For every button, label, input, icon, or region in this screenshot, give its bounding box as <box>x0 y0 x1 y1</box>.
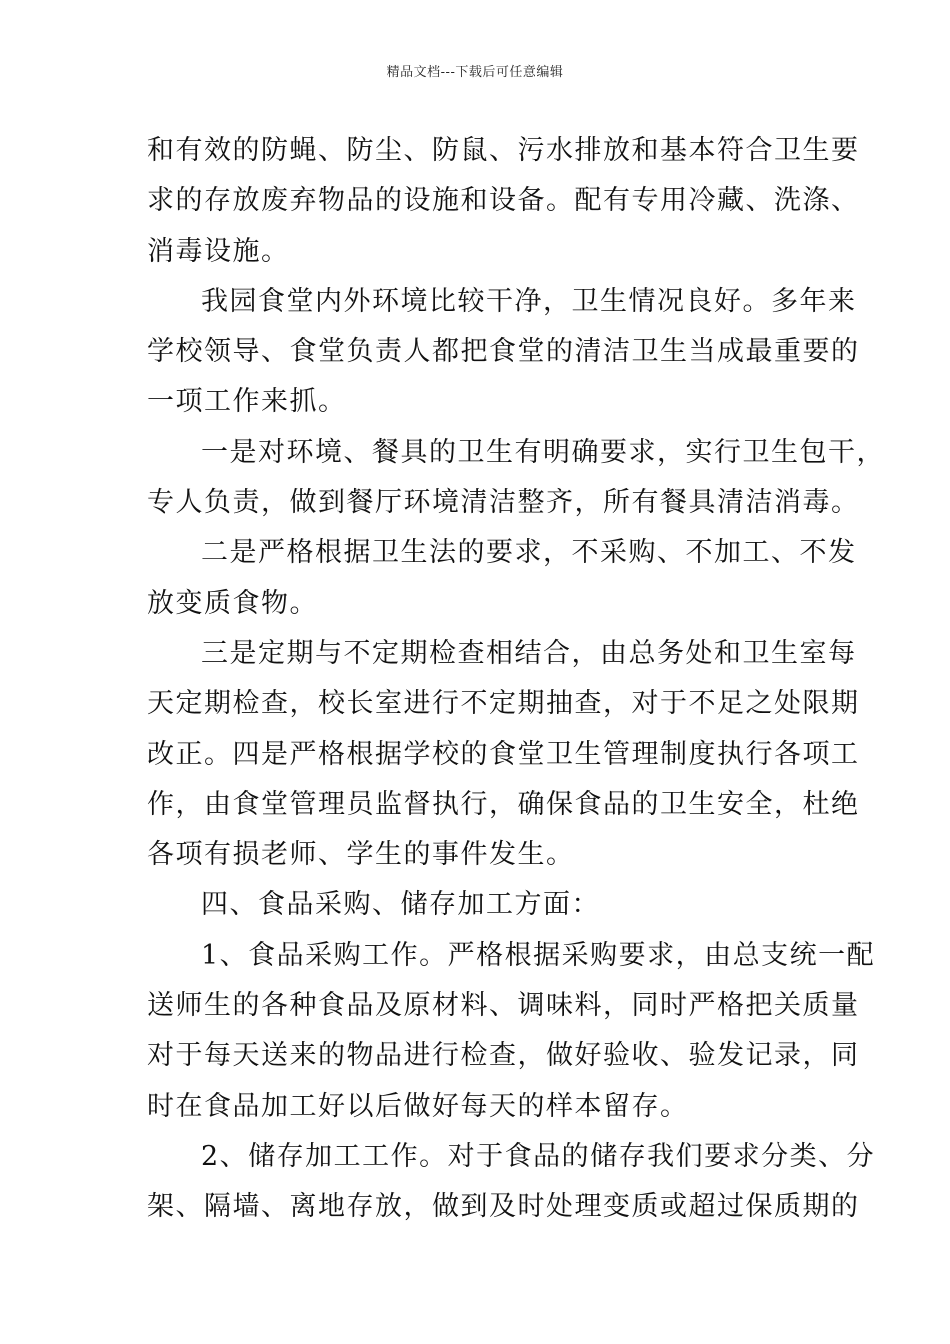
text-line: 送师生的各种食品及原材料、调味料，同时严格把关质量 <box>147 990 860 1022</box>
text-line: 架、隔墙、离地存放，做到及时处理变质或超过保质期的 <box>147 1191 860 1223</box>
document-body <box>147 126 885 1233</box>
text-line: 对于每天送来的物品进行检查，做好验收、验发记录，同 <box>147 1040 860 1072</box>
page-header: 精品文档---下载后可任意编辑 <box>386 65 564 80</box>
text-line: 二是严格根据卫生法的要求，不采购、不加工、不发 <box>201 537 857 569</box>
text-line: 各项有损老师、学生的事件发生。 <box>147 839 575 871</box>
text-line: 三是定期与不定期检查相结合，由总务处和卫生室每 <box>201 637 857 669</box>
text-line: 我园食堂内外环境比较干净，卫生情况良好。多年来 <box>201 285 857 317</box>
text-line: 时在食品加工好以后做好每天的样本留存。 <box>147 1090 689 1122</box>
text-line: 作，由食堂管理员监督执行，确保食品的卫生安全，杜绝 <box>147 788 860 820</box>
text-line: 1、食品采购工作。严格根据采购要求，由总支统一配 <box>201 939 876 971</box>
text-line: 和有效的防蝇、防尘、防鼠、污水排放和基本符合卫生要 <box>147 135 860 166</box>
text-line: 专人负责，做到餐厅环境清洁整齐，所有餐具清洁消毒。 <box>147 487 860 519</box>
text-line: 2、储存加工工作。对于食品的储存我们要求分类、分 <box>201 1140 876 1172</box>
section-heading: 四、食品采购、储存加工方面： <box>201 889 600 921</box>
text-line: 天定期检查，校长室进行不定期抽查，对于不足之处限期 <box>147 688 860 720</box>
text-line: 改正。四是严格根据学校的食堂卫生管理制度执行各项工 <box>147 738 860 770</box>
text-line: 消毒设施。 <box>147 235 290 267</box>
text-line: 求的存放废弃物品的设施和设备。配有专用冷藏、洗涤、 <box>147 185 860 217</box>
text-line: 学校领导、食堂负责人都把食堂的清洁卫生当成最重要的 <box>147 336 860 368</box>
text-line: 一是对环境、餐具的卫生有明确要求，实行卫生包干， <box>201 436 885 468</box>
text-line: 放变质食物。 <box>147 587 318 619</box>
text-line: 一项工作来抓。 <box>147 386 347 418</box>
